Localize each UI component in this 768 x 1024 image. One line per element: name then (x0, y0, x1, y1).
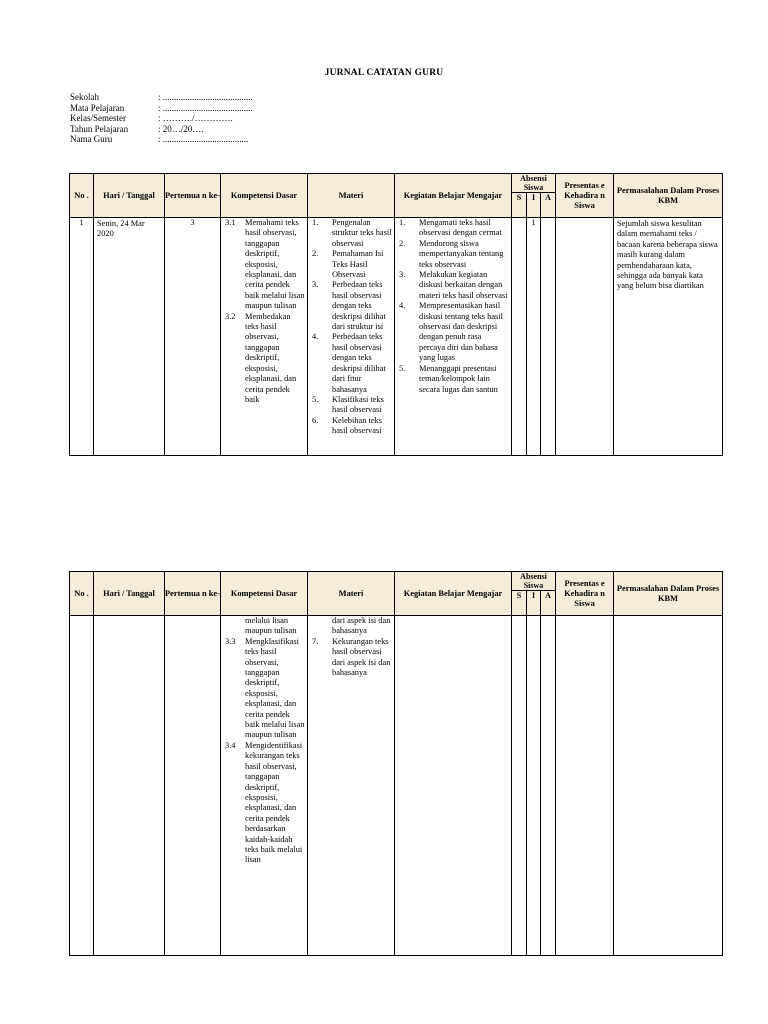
cell-hari-text: Senin, 24 Mar 2020 (97, 219, 145, 239)
list-item (395, 218, 511, 239)
info-label: Nama Guru (70, 134, 113, 144)
list-item (221, 637, 307, 741)
header-kompetensi-dasar: Kompetensi Dasar (221, 174, 308, 218)
info-row-kelas (70, 113, 253, 124)
info-value: : ………./…………. (158, 113, 233, 123)
header-a: A (541, 591, 556, 616)
list-item (308, 280, 394, 332)
info-row-guru (70, 134, 253, 145)
list-item (221, 616, 307, 637)
item-number: 4. (399, 301, 406, 311)
item-text: Mengklasifikasi teks hasil observasi, tanggapan deskriptif, eksposisi, eksplanasi, dan cerita pendek baik melalui lisan maupun tulisan (245, 636, 305, 740)
item-number: 5. (312, 394, 319, 404)
info-block (70, 92, 253, 145)
cell-kompetensi-dasar (221, 616, 308, 956)
item-number: 2. (399, 238, 406, 248)
item-text: Mendorong siswa mempertanyakan tentang teks observasi (419, 238, 504, 269)
item-text: Mengidentifikasi kekurangan teks hasil observasi, tanggapan deskriptif, eksposisi, eksplanasi, dan cerita pendek berdasarkan kaidah-kaidah teks baik melalui lisan (245, 740, 303, 865)
header-permasalahan: Permasalahan Dalam Proses KBM (614, 174, 723, 218)
list-item (308, 218, 394, 249)
list-item (395, 364, 511, 395)
list-item (221, 741, 307, 866)
cell-pertemuan (165, 616, 221, 956)
list-item (308, 249, 394, 280)
list-item (221, 312, 307, 406)
header-kompetensi-dasar: Kompetensi Dasar (221, 572, 308, 616)
header-kegiatan: Kegiatan Belajar Mengajar (395, 572, 512, 616)
item-text: Melakukan kegiatan diskusi berkaitan dengan materi teks hasil observasi (419, 270, 508, 300)
item-number: 1. (399, 218, 406, 227)
item-number: 7. (312, 636, 319, 646)
cell-kegiatan (395, 616, 512, 956)
header-presentase: Presentas e Kehadira n Siswa (556, 572, 614, 616)
item-number: 3.1 (225, 218, 236, 227)
cell-absensi-i: 1 (527, 218, 541, 456)
cell-permasalahan-text: Sejumlah siswa kesulitan dalam memahami teks / bacaan karena beberapa siswa masih kurang dalam pembendaharaan kata, sehingga ada banyak kata yang belum bisa diartikan (617, 219, 718, 291)
header-kegiatan: Kegiatan Belajar Mengajar (395, 174, 512, 218)
header-hari-tanggal: Hari / Tanggal (94, 174, 165, 218)
table-row (70, 218, 723, 456)
header-pertemuan: Pertemua n ke- (165, 174, 221, 218)
item-number: 3. (312, 280, 319, 290)
list-item (395, 301, 511, 363)
info-value: : ........................................ (158, 92, 253, 102)
cell-materi (308, 616, 395, 956)
item-text: Kelebihan teks hasil observasi (332, 415, 383, 436)
list-item (308, 616, 394, 637)
info-label: Kelas/Semester (70, 113, 126, 123)
table-row (70, 616, 723, 956)
item-text: Mempresentasikan hasil diskusi tentang teks hasil observasi dan deskripsi dengan penuh rasa percaya diri dan bahasa yang lugas (419, 301, 503, 363)
item-text: Perbedaan teks hasil observasi dengan teks deskripsi dilihat dari fitur bahasanya (332, 332, 386, 394)
item-number: 6. (312, 415, 319, 425)
header-absensi: Absensi Siswa (512, 572, 556, 591)
item-number: 4. (312, 332, 319, 342)
info-value: : 20…/20…. (158, 123, 204, 134)
list-item (221, 218, 307, 312)
header-a: A (541, 193, 556, 218)
header-i: I (527, 193, 541, 218)
item-text: melalui lisan maupun tulisan (245, 616, 297, 636)
item-number: 5. (399, 363, 406, 373)
item-text: Memahami teks hasil observasi, tanggapan deskriptif, eksposisi, eksplanasi, dan cerita pendek baik melalui lisan maupun tulisan (245, 218, 305, 311)
item-text: dari aspek isi dan bahasanya (332, 616, 391, 636)
list-item (308, 416, 394, 437)
cell-permasalahan (614, 616, 723, 956)
list-item (308, 637, 394, 679)
cell-presentase (556, 616, 614, 956)
cell-presentase (556, 218, 614, 456)
info-row-mapel (70, 103, 253, 114)
header-materi: Materi (308, 572, 395, 616)
header-no: No . (70, 174, 94, 218)
header-permasalahan: Permasalahan Dalam Proses KBM (614, 572, 723, 616)
item-text: Kekurangan teks hasil observasi dari aspek isi dan bahasanya (332, 636, 391, 678)
info-row-sekolah (70, 92, 253, 103)
info-value: : ........................................ (158, 102, 253, 113)
item-number: 1. (312, 218, 319, 227)
cell-hari-tanggal (94, 616, 165, 956)
info-label: Sekolah (70, 92, 99, 102)
cell-absensi-s (512, 616, 527, 956)
info-row-tahun (70, 124, 253, 135)
cell-kegiatan (395, 218, 512, 456)
item-text: Pengenalan struktur teks hasil observasi (332, 218, 392, 248)
cell-no: 1 (70, 218, 94, 456)
list-item (395, 239, 511, 270)
cell-absensi-a (541, 218, 556, 456)
item-number: 3.3 (225, 636, 236, 646)
item-text: Mengamati teks hasil observasi dengan cermat (419, 218, 502, 238)
item-number (221, 616, 245, 637)
item-text: Perbedaan teks hasil observasi dengan teks deskripsi dilihat dari struktur isi (332, 280, 386, 332)
list-item (308, 395, 394, 416)
page-title: JURNAL CATATAN GURU (324, 68, 444, 78)
info-label: Mata Pelajaran (70, 102, 125, 113)
list-item (395, 270, 511, 301)
journal-table-page2 (69, 571, 723, 956)
header-s: S (512, 591, 527, 616)
item-text: Pemahaman Isi Teks Hasil Observasi (332, 249, 384, 280)
cell-absensi-a (541, 616, 556, 956)
cell-absensi-s (512, 218, 527, 456)
journal-table-page1 (69, 173, 723, 456)
item-text: Klasifikasi teks hasil observasi (332, 394, 384, 415)
header-hari-tanggal: Hari / Tanggal (94, 572, 165, 616)
item-number: 2. (312, 249, 319, 259)
info-value: : ...................................... (158, 134, 249, 144)
cell-permasalahan (614, 218, 723, 456)
cell-no (70, 616, 94, 956)
item-text: Membedakan teks hasil observasi, tanggapan deskriptif, eksposisi, eksplanasi, dan cerita pendek baik (245, 311, 297, 404)
item-text: Menanggapi presentasi teman/kelompok lain secara lugas dan santun (419, 363, 498, 394)
header-s: S (512, 193, 527, 218)
item-number: 3. (399, 270, 406, 280)
header-presentase: Presentas e Kehadira n Siswa (556, 174, 614, 218)
item-number (308, 616, 332, 637)
header-absensi: Absensi Siswa (512, 174, 556, 193)
header-pertemuan: Pertemua n ke- (165, 572, 221, 616)
cell-absensi-i (527, 616, 541, 956)
list-item (308, 332, 394, 394)
cell-kompetensi-dasar (221, 218, 308, 456)
header-no: No . (70, 572, 94, 616)
item-number: 3.2 (225, 311, 236, 321)
item-number: 3.4 (225, 740, 236, 750)
info-label: Tahun Pelajaran (70, 123, 129, 134)
cell-pertemuan: 3 (165, 218, 221, 456)
cell-materi (308, 218, 395, 456)
header-materi: Materi (308, 174, 395, 218)
cell-hari-tanggal (94, 218, 165, 456)
header-i: I (527, 591, 541, 616)
